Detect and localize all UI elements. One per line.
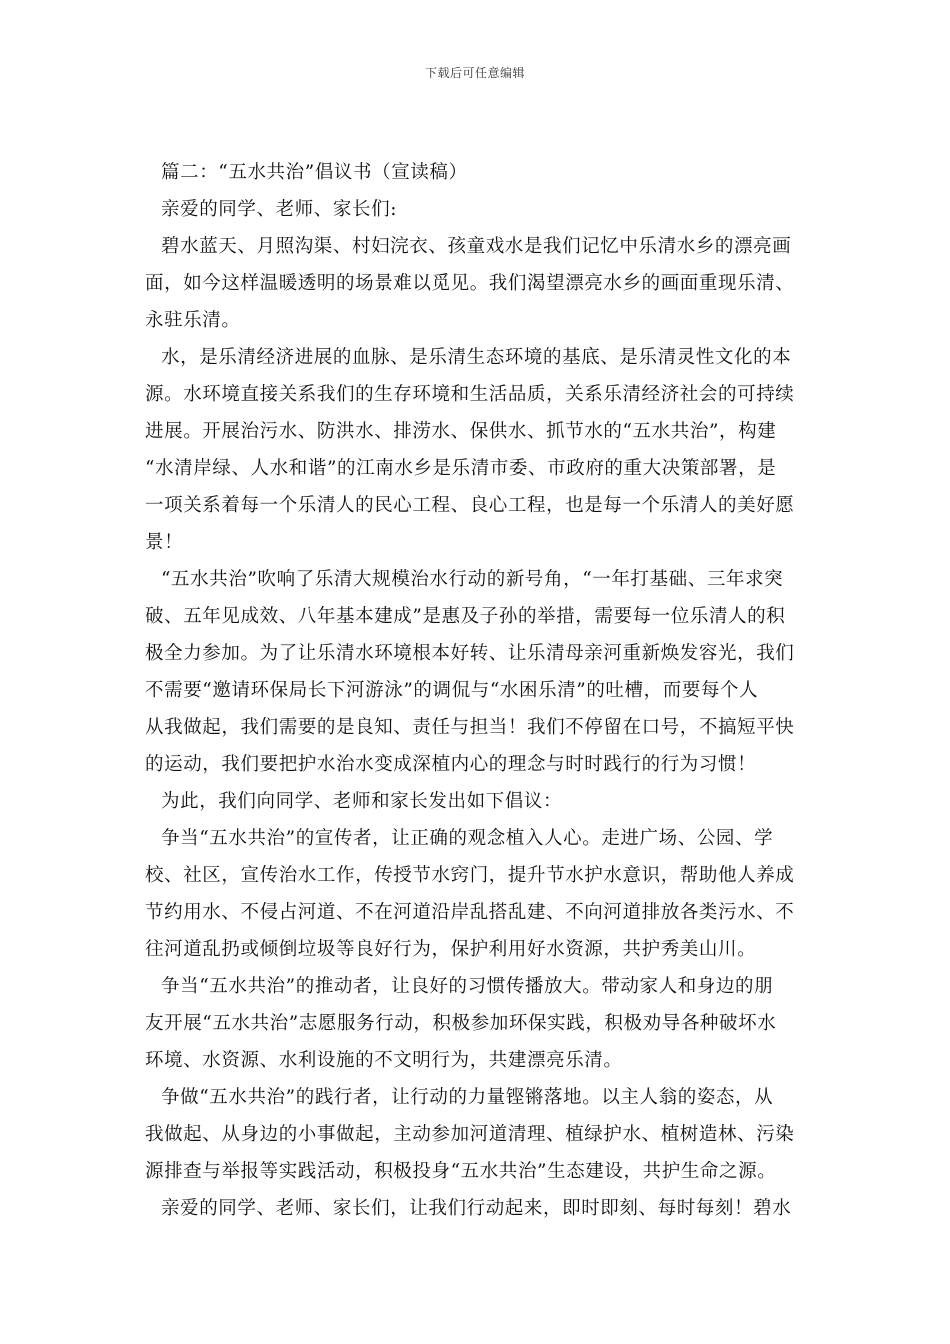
- text-line: “五水共治”吹响了乐清大规模治水行动的新号角，“一年打基础、三年求突: [161, 569, 784, 590]
- text-line: 景！: [145, 532, 184, 553]
- text-line: 争当“五水共治”的推动者，让良好的习惯传播放大。带动家人和身边的朋: [161, 976, 774, 997]
- text-line: 面，如今这样温暖透明的场景难以觅见。我们渴望漂亮水乡的画面重现乐清、: [145, 273, 795, 294]
- text-line: 争当“五水共治”的宣传者，让正确的观念植入人心。走进广场、公园、学: [161, 828, 774, 849]
- text-line: 进展。开展治污水、防洪水、排涝水、保供水、抓节水的“五水共治”，构建: [145, 421, 777, 442]
- document-body: [145, 154, 809, 1227]
- text-line: 破、五年见成效、八年基本建成”是惠及子孙的举措，需要每一位乐清人的积: [145, 606, 786, 627]
- text-line: 从我做起，我们需要的是良知、责任与担当！我们不停留在口号，不搞短平快: [145, 717, 795, 738]
- body-text: [145, 228, 809, 1227]
- text-line: 不需要“邀请环保局长下河游泳”的调侃与“水困乐清”的吐槽，而要每个人: [145, 680, 759, 701]
- text-line: “水清岸绿、人水和谐”的江南水乡是乐清市委、市政府的重大决策部署，是: [145, 458, 777, 479]
- text-line: 一项关系着每一个乐清人的民心工程、良心工程，也是每一个乐清人的美好愿: [145, 495, 795, 516]
- document-title: 篇二：“五水共治”倡议书（宣读稿）: [161, 162, 468, 183]
- text-line: 永驻乐清。: [145, 310, 241, 331]
- salutation: 亲爱的同学、老师、家长们:: [161, 199, 398, 220]
- page-header-note: 下载后可任意编辑: [424, 66, 525, 80]
- text-line: 我做起、从身边的小事做起，主动参加河道清理、植绿护水、植树造林、污染: [145, 1124, 795, 1145]
- text-line: 校、社区，宣传治水工作，传授节水窍门，提升节水护水意识，帮助他人养成: [145, 865, 795, 886]
- text-line: 的运动，我们要把护水治水变成深植内心的理念与时时践行的行为习惯！: [145, 754, 757, 775]
- text-line: 水，是乐清经济进展的血脉、是乐清生态环境的基底、是乐清灵性文化的本: [161, 347, 792, 368]
- text-line: 源。水环境直接关系我们的生存环境和生活品质，关系乐清经济社会的可持续: [145, 384, 795, 405]
- text-line: 亲爱的同学、老师、家长们，让我们行动起来，即时即刻、每时每刻！碧水: [161, 1198, 792, 1219]
- text-line: 节约用水、不侵占河道、不在河道沿岸乱搭乱建、不向河道排放各类污水、不: [145, 902, 795, 923]
- text-line: 源排查与举报等实践活动，积极投身“五水共治”生态建设，共护生命之源。: [145, 1161, 777, 1182]
- text-line: 环境、水资源、水利设施的不文明行为，共建漂亮乐清。: [145, 1050, 623, 1071]
- text-line: 极全力参加。为了让乐清水环境根本好转、让乐清母亲河重新焕发容光，我们: [145, 643, 795, 664]
- text-line: 往河道乱扔或倾倒垃圾等良好行为，保护利用好水资源，共护秀美山川。: [145, 939, 757, 960]
- text-line: 争做“五水共治”的践行者，让行动的力量铿锵落地。以主人翁的姿态，从: [161, 1087, 774, 1108]
- text-line: 碧水蓝天、月照沟渠、村妇浣衣、孩童戏水是我们记忆中乐清水乡的漂亮画: [161, 236, 792, 257]
- text-line: 为此，我们向同学、老师和家长发出如下倡议：: [161, 791, 563, 812]
- text-line: 友开展“五水共治”志愿服务行动，积极参加环保实践，积极劝导各种破坏水: [145, 1013, 777, 1034]
